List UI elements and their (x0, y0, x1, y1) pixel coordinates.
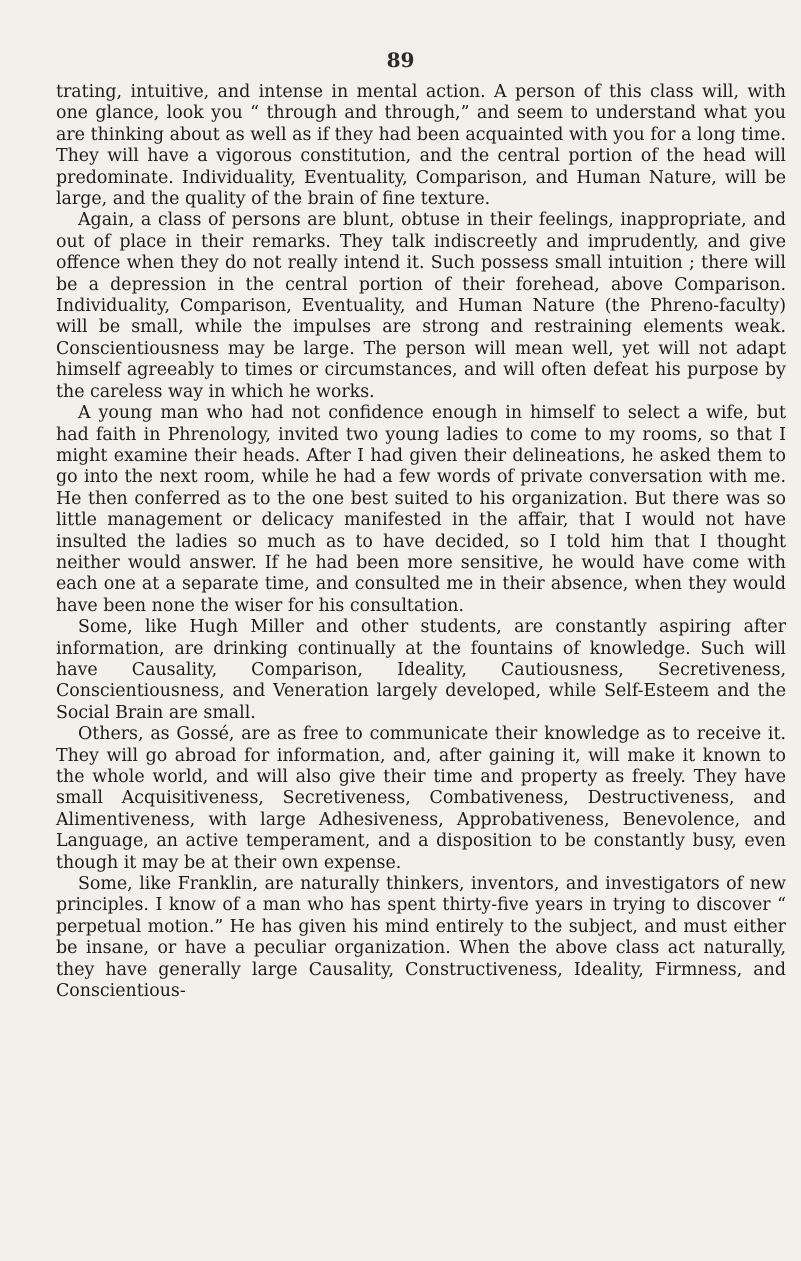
paragraph: Some, like Hugh Miller and other students, are constantly aspiring after information, are drinking continually at the fountains of knowledge. Such will have Causality, Comparison, Ideality, Cautiousness, Secretiveness, Conscientiousness, and Veneration largely developed, while Self-Esteem and the Social Brain are small. (56, 617, 786, 723)
paragraph: trating, intuitive, and intense in mental action. A person of this class will, with one glance, look you “ through and through,” and seem to understand what you are thinking about as well as if they had been acquainted with you for a long time. They will have a vigorous constitution, and the central portion of the head will predominate. Individuality, Eventuality, Comparison, and Human Nature, will be large, and the quality of the brain of fine texture. (56, 82, 786, 210)
paragraph: Some, like Franklin, are naturally thinkers, inventors, and investigators of new principles. I know of a man who has spent thirty-five years in trying to discover “ perpetual motion.” He has given his mind entirely to the subject, and must either be insane, or have a peculiar organization. When the above class act naturally, they have generally large Causality, Constructiveness, Ideality, Firmness, and Conscientious- (56, 874, 786, 1002)
paragraph: Others, as Gossé, are as free to communicate their knowledge as to receive it. They will go abroad for information, and, after gaining it, will make it known to the whole world, and will also give their time and property as freely. They have small Acquisitiveness, Secretiveness, Combativeness, Destructiveness, and Alimentiveness, with large Adhesiveness, Approbativeness, Benevolence, and Language, an active temperament, and a disposition to be constantly busy, even though it may be at their own expense. (56, 724, 786, 873)
paragraph: Again, a class of persons are blunt, obtuse in their feelings, inappropriate, and out of place in their remarks. They talk indiscreetly and imprudently, and give offence when they do not really intend it. Such possess small intuition ; there will be a depression in the central portion of their forehead, above Comparison. Individuality, Comparison, Eventuality, and Human Nature (the Phreno-faculty) will be small, while the impulses are strong and restraining elements weak. Conscientiousness may be large. The person will mean well, yet will not adapt himself agreeably to times or circumstances, and will often defeat his purpose by the careless way in which he works. (56, 210, 786, 402)
paragraph: A young man who had not confidence enough in himself to select a wife, but had faith in Phrenology, invited two young ladies to come to my rooms, so that I might examine their heads. After I had given their delineations, he asked them to go into the next room, while he had a few words of private conversation with me. He then conferred as to the one best suited to his organization. But there was so little management or delicacy manifested in the affair, that I would not have insulted the ladies so much as to have decided, so I told him that I thought neither would answer. If he had been more sensitive, he would have come with each one at a separate time, and consulted me in their absence, when they would have been none the wiser for his consultation. (56, 403, 786, 616)
page-number: 89 (386, 48, 415, 72)
body-text (56, 82, 786, 1002)
